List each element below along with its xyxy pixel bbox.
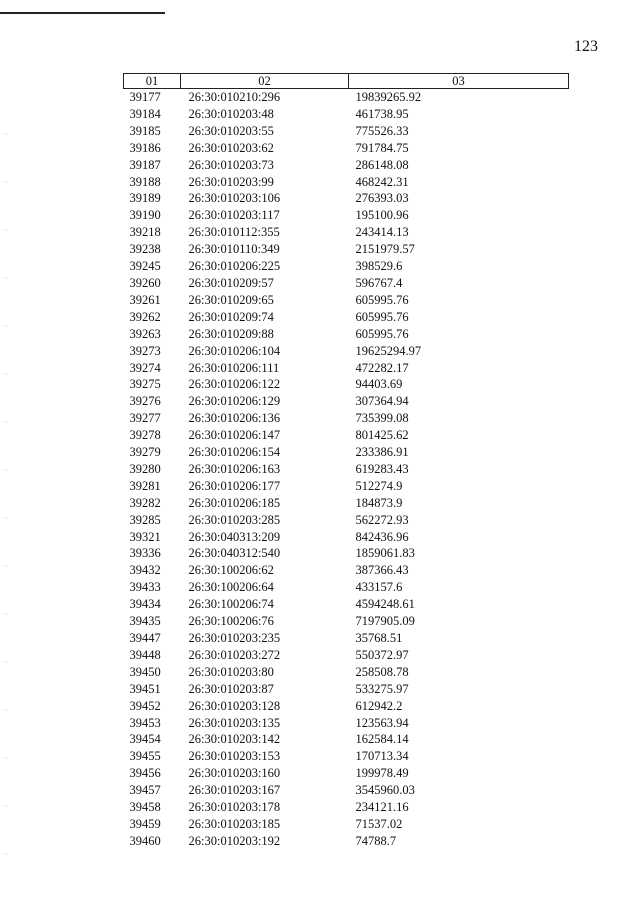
table-cell-col-02: 26:30:010209:74 [188, 309, 274, 324]
table-cell-col-01: 39435 [129, 614, 161, 629]
table-cell-col-03: 2151979.57 [355, 242, 415, 257]
table-cell-col-01: 39459 [129, 816, 161, 831]
table-cell-col-02: 26:30:010206:136 [188, 411, 281, 426]
table-cell-col-01: 39452 [129, 698, 161, 713]
table-cell-col-03: 612942.2 [355, 698, 403, 713]
table-cell-col-02: 26:30:010112:355 [188, 225, 280, 240]
table-row [124, 309, 569, 326]
table-cell-col-01: 39451 [129, 681, 161, 696]
table-cell-col-03: 472282.17 [355, 360, 409, 375]
scan-margin-dots [5, 110, 7, 870]
table-cell-col-01: 39336 [129, 546, 161, 561]
table-row [124, 326, 569, 343]
table-cell-col-02: 26:30:010203:128 [188, 698, 281, 713]
table-cell-col-03: 195100.96 [355, 208, 409, 223]
table-row [124, 681, 569, 698]
table-cell-col-03: 398529.6 [355, 259, 403, 274]
table-cell-col-03: 276393.03 [355, 191, 409, 206]
table-row [124, 444, 569, 461]
top-rule [0, 12, 165, 14]
table-row [124, 765, 569, 782]
table-cell-col-01: 39188 [129, 174, 161, 189]
table-cell-col-01: 39454 [129, 732, 161, 747]
table-cell-col-02: 26:30:010206:104 [188, 343, 281, 358]
table-cell-col-03: 512274.9 [355, 478, 403, 493]
table-row [124, 410, 569, 427]
table-cell-col-02: 26:30:010203:55 [188, 123, 274, 138]
table-cell-col-02: 26:30:010203:62 [188, 140, 274, 155]
table-cell-col-02: 26:30:010206:177 [188, 478, 281, 493]
table-cell-col-01: 39186 [129, 140, 161, 155]
table-cell-col-01: 39190 [129, 208, 161, 223]
table-row [124, 833, 569, 850]
table-cell-col-03: 243414.13 [355, 225, 409, 240]
table-cell-col-01: 39450 [129, 664, 161, 679]
table-cell-col-01: 39280 [129, 461, 161, 476]
table-cell-col-03: 286148.08 [355, 157, 409, 172]
table-cell-col-01: 39260 [129, 275, 161, 290]
table-cell-col-01: 39433 [129, 580, 161, 595]
table-cell-col-03: 533275.97 [355, 681, 409, 696]
table-cell-col-02: 26:30:010203:272 [188, 647, 281, 662]
table-cell-col-02: 26:30:010203:235 [188, 631, 281, 645]
table-cell-col-03: 801425.62 [355, 428, 409, 443]
table-cell-col-01: 39321 [129, 529, 161, 544]
table-row [124, 748, 569, 765]
table-cell-col-01: 39432 [129, 563, 161, 578]
table-row [124, 715, 569, 732]
table-cell-col-03: 468242.31 [355, 174, 409, 189]
table-cell-col-02: 26:30:010203:167 [188, 783, 281, 798]
table-row [124, 393, 569, 410]
table-cell-col-01: 39262 [129, 309, 161, 324]
table-cell-col-01: 39185 [129, 123, 161, 138]
table-row [124, 816, 569, 833]
table-cell-col-03: 7197905.09 [355, 614, 415, 629]
table-cell-col-02: 26:30:010203:285 [188, 512, 281, 527]
table-cell-col-03: 170713.34 [355, 749, 409, 764]
table-row [124, 292, 569, 309]
table-cell-col-02: 26:30:010209:88 [188, 326, 274, 341]
table-cell-col-02: 26:30:100206:76 [188, 614, 274, 629]
table-cell-col-01: 39458 [129, 800, 161, 815]
table-row [124, 562, 569, 579]
table-cell-col-03: 550372.97 [355, 647, 409, 662]
table-cell-col-02: 26:30:010206:185 [188, 495, 281, 510]
table-row [124, 89, 569, 106]
table-cell-col-03: 619283.43 [355, 461, 409, 476]
table-cell-col-03: 3545960.03 [355, 783, 415, 798]
data-table [123, 73, 569, 850]
table-cell-col-01: 39238 [129, 242, 161, 257]
table-row [124, 630, 569, 647]
table-header [124, 74, 569, 89]
table-body [124, 89, 569, 850]
table-cell-col-02: 26:30:010203:192 [188, 833, 281, 848]
table-cell-col-02: 26:30:010203:160 [188, 766, 281, 781]
table-cell-col-03: 258508.78 [355, 664, 409, 679]
table-cell-col-03: 162584.14 [355, 732, 409, 747]
table-cell-col-03: 735399.08 [355, 411, 409, 426]
table-row [124, 241, 569, 258]
table-cell-col-01: 39455 [129, 749, 161, 764]
table-cell-col-03: 233386.91 [355, 445, 409, 460]
table-row [124, 224, 569, 241]
table-row [124, 343, 569, 360]
table-cell-col-03: 199978.49 [355, 766, 409, 781]
table-cell-col-03: 307364.94 [355, 394, 409, 409]
table-cell-col-03: 74788.7 [355, 833, 397, 848]
table-cell-col-02: 26:30:010206:122 [188, 377, 281, 392]
table-row [124, 529, 569, 546]
table-cell-col-01: 39274 [129, 360, 161, 375]
table-cell-col-03: 19839265.92 [355, 90, 422, 104]
table-cell-col-02: 26:30:010206:129 [188, 394, 281, 409]
table-cell-col-01: 39447 [129, 631, 161, 645]
table-cell-col-02: 26:30:010203:178 [188, 800, 281, 815]
table-row [124, 596, 569, 613]
table-cell-col-01: 39434 [129, 597, 161, 612]
table-cell-col-03: 71537.02 [355, 816, 403, 831]
table-cell-col-02: 26:30:010203:48 [188, 106, 274, 121]
table-cell-col-03: 596767.4 [355, 275, 403, 290]
table-row [124, 731, 569, 748]
table-row [124, 275, 569, 292]
table-row [124, 360, 569, 377]
table-row [124, 545, 569, 562]
table-cell-col-01: 39263 [129, 326, 161, 341]
column-header-02: 02 [181, 74, 349, 89]
table-cell-col-02: 26:30:010203:80 [188, 664, 274, 679]
table-cell-col-01: 39285 [129, 512, 161, 527]
table-cell-col-01: 39187 [129, 157, 161, 172]
table-row [124, 207, 569, 224]
table-cell-col-03: 19625294.97 [355, 343, 422, 358]
table-cell-col-02: 26:30:010206:147 [188, 428, 281, 443]
table-row [124, 106, 569, 123]
table-cell-col-01: 39453 [129, 715, 161, 730]
table-cell-col-02: 26:30:010203:99 [188, 174, 274, 189]
table-row [124, 258, 569, 275]
table-cell-col-02: 26:30:010203:73 [188, 157, 274, 172]
table-cell-col-03: 234121.16 [355, 800, 409, 815]
table-cell-col-01: 39276 [129, 394, 161, 409]
table-cell-col-02: 26:30:010206:163 [188, 461, 281, 476]
table-row [124, 579, 569, 596]
table-cell-col-01: 39457 [129, 783, 161, 798]
table-cell-col-02: 26:30:010203:153 [188, 749, 281, 764]
table-cell-col-03: 605995.76 [355, 292, 409, 307]
table-row [124, 698, 569, 715]
table-cell-col-03: 387366.43 [355, 563, 409, 578]
table-cell-col-02: 26:30:010209:65 [188, 292, 274, 307]
table-cell-col-03: 1859061.83 [355, 546, 415, 561]
table-cell-col-03: 94403.69 [355, 377, 403, 392]
table-cell-col-02: 26:30:010209:57 [188, 275, 274, 290]
table-cell-col-01: 39189 [129, 191, 161, 206]
table-cell-col-01: 39275 [129, 377, 161, 392]
table-cell-col-01: 39184 [129, 106, 161, 121]
table-cell-col-02: 26:30:010110:349 [188, 242, 280, 257]
table-cell-col-01: 39279 [129, 445, 161, 460]
table-cell-col-01: 39281 [129, 478, 161, 493]
table-cell-col-03: 4594248.61 [355, 597, 415, 612]
table-row [124, 782, 569, 799]
table-cell-col-01: 39448 [129, 647, 161, 662]
table-cell-col-02: 26:30:100206:62 [188, 563, 274, 578]
table-cell-col-02: 26:30:010203:106 [188, 191, 281, 206]
table-cell-col-03: 605995.76 [355, 309, 409, 324]
table-cell-col-03: 605995.76 [355, 326, 409, 341]
table-cell-col-01: 39245 [129, 259, 161, 274]
table-cell-col-01: 39261 [129, 292, 161, 307]
table-row [124, 174, 569, 191]
table-row [124, 478, 569, 495]
table-row [124, 376, 569, 393]
table-cell-col-02: 26:30:010203:142 [188, 732, 281, 747]
header-row [124, 74, 569, 89]
table-cell-col-02: 26:30:010203:117 [188, 208, 280, 223]
table-row [124, 461, 569, 478]
table-cell-col-02: 26:30:010206:111 [188, 360, 280, 375]
table-row [124, 427, 569, 444]
table-cell-col-01: 39277 [129, 411, 161, 426]
table-row [124, 157, 569, 174]
column-header-03: 03 [349, 74, 569, 89]
table-row [124, 123, 569, 140]
table-cell-col-02: 26:30:100206:64 [188, 580, 274, 595]
table-cell-col-01: 39278 [129, 428, 161, 443]
table-cell-col-01: 39460 [129, 833, 161, 848]
table-cell-col-02: 26:30:010203:185 [188, 816, 281, 831]
table-cell-col-02: 26:30:010203:87 [188, 681, 274, 696]
table-row [124, 613, 569, 630]
table-cell-col-02: 26:30:010206:225 [188, 259, 281, 274]
table-row [124, 664, 569, 681]
table-cell-col-02: 26:30:010203:135 [188, 715, 281, 730]
table-cell-col-03: 35768.51 [355, 631, 403, 645]
table-row [124, 190, 569, 207]
table-cell-col-03: 123563.94 [355, 715, 409, 730]
table-cell-col-03: 184873.9 [355, 495, 403, 510]
page-number: 123 [574, 38, 598, 55]
table-cell-col-01: 39218 [129, 225, 161, 240]
table-cell-col-02: 26:30:040313:209 [188, 529, 281, 544]
table-cell-col-03: 562272.93 [355, 512, 409, 527]
table-cell-col-03: 775526.33 [355, 123, 409, 138]
table-row [124, 495, 569, 512]
table-row [124, 140, 569, 157]
table-row [124, 512, 569, 529]
table-cell-col-03: 842436.96 [355, 529, 409, 544]
table-cell-col-01: 39273 [129, 343, 161, 358]
table-row [124, 799, 569, 816]
table-cell-col-03: 461738.95 [355, 106, 409, 121]
table-cell-col-03: 791784.75 [355, 140, 409, 155]
table-cell-col-02: 26:30:040312:540 [188, 546, 281, 561]
table-cell-col-01: 39177 [129, 90, 161, 104]
table-cell-col-03: 433157.6 [355, 580, 403, 595]
table-cell-col-01: 39456 [129, 766, 161, 781]
table-row [124, 647, 569, 664]
table-cell-col-02: 26:30:010206:154 [188, 445, 281, 460]
table-cell-col-02: 26:30:100206:74 [188, 597, 274, 612]
table-cell-col-02: 26:30:010210:296 [188, 90, 281, 104]
table-cell-col-01: 39282 [129, 495, 161, 510]
column-header-01: 01 [124, 74, 181, 89]
